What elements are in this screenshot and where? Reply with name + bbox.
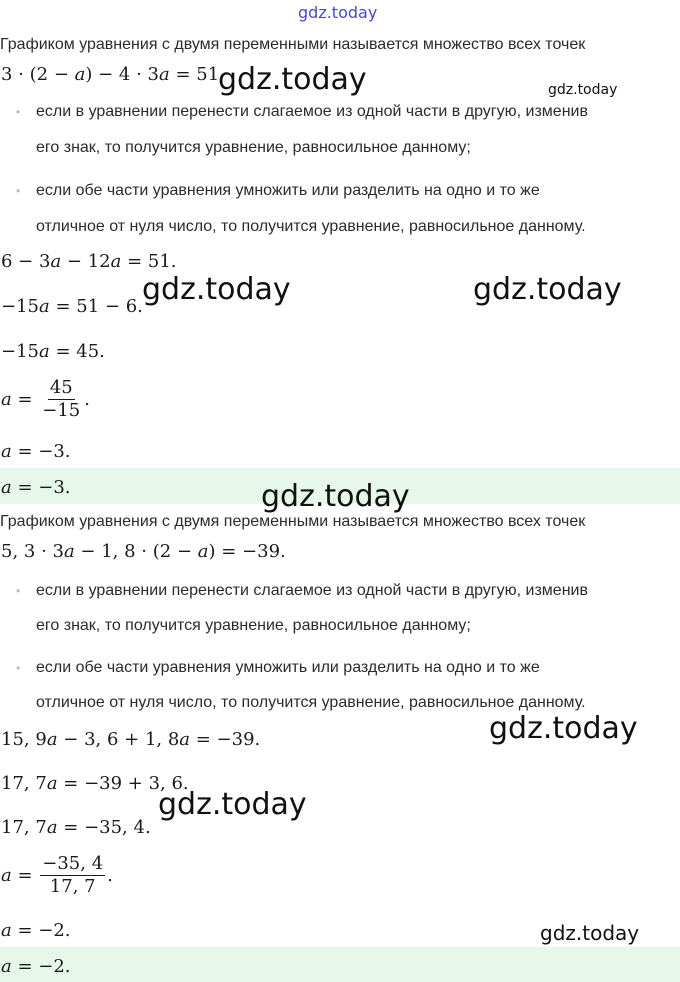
result-line: a = −3. (1, 441, 71, 462)
watermark: gdz.today (489, 711, 638, 746)
bullet-text: если обе части уравнения умножить или разделить на одно и то же (36, 182, 540, 199)
equation-line: 5, 3 · 3a − 1, 8 · (2 − a) = −39. (1, 541, 286, 562)
watermark: gdz.today (473, 272, 622, 307)
bullet-text: отличное от нуля число, то получится уравнение, равносильное данному. (36, 218, 586, 235)
step-line: 17, 7a = −39 + 3, 6. (1, 773, 189, 794)
equation-line: 3 · (2 − a) − 4 · 3a = 51 (1, 64, 220, 85)
bullet-dot: • (16, 584, 21, 598)
answer-line: a = −3. (1, 477, 71, 498)
numerator: −35, 4 (42, 853, 104, 874)
intro-text: Графиком уравнения с двумя переменными называется множество всех точек (0, 513, 586, 530)
watermark: gdz.today (142, 272, 291, 307)
watermark-top: gdz.today (298, 3, 378, 22)
step-line: −15a = 45. (1, 341, 105, 362)
bullet-text: его знак, то получится уравнение, равносильное данному; (36, 139, 471, 156)
bullet-dot: • (16, 105, 21, 119)
intro-text: Графиком уравнения с двумя переменными называется множество всех точек (0, 36, 586, 53)
step-line: 6 − 3a − 12a = 51. (1, 251, 177, 272)
watermark: gdz.today (218, 62, 367, 97)
bullet-text: его знак, то получится уравнение, равносильное данному; (36, 617, 471, 634)
step-line: 15, 9a − 3, 6 + 1, 8a = −39. (1, 729, 261, 750)
bullet-text: если в уравнении перенести слагаемое из одной части в другую, изменив (36, 103, 588, 120)
numerator: 45 (49, 377, 73, 398)
fraction (40, 853, 105, 898)
denominator: 17, 7 (49, 876, 96, 897)
step-line: −15a = 51 − 6. (1, 296, 143, 317)
result-line: a = −2. (1, 920, 71, 941)
bullet-dot: • (16, 184, 21, 198)
denominator: −15 (42, 400, 81, 421)
bullet-text: если в уравнении перенести слагаемое из одной части в другую, изменив (36, 582, 588, 599)
fraction (40, 377, 82, 422)
step-line: 17, 7a = −35, 4. (1, 817, 151, 838)
watermark: gdz.today (158, 787, 307, 822)
bullet-dot: • (16, 661, 21, 675)
watermark: gdz.today (548, 82, 618, 98)
fraction-line: a = $\frac{45}{-15}$ . (1, 377, 90, 421)
bullet-text: отличное от нуля число, то получится уравнение, равносильное данному. (36, 694, 586, 711)
fraction-line: a = $\frac{-35, 4}{17, 7}$ . (1, 853, 113, 897)
answer-line: a = −2. (1, 956, 71, 977)
answer-highlight (0, 947, 680, 982)
bullet-text: если обе части уравнения умножить или разделить на одно и то же (36, 659, 540, 676)
watermark: gdz.today (261, 479, 410, 514)
watermark: gdz.today (540, 921, 640, 945)
